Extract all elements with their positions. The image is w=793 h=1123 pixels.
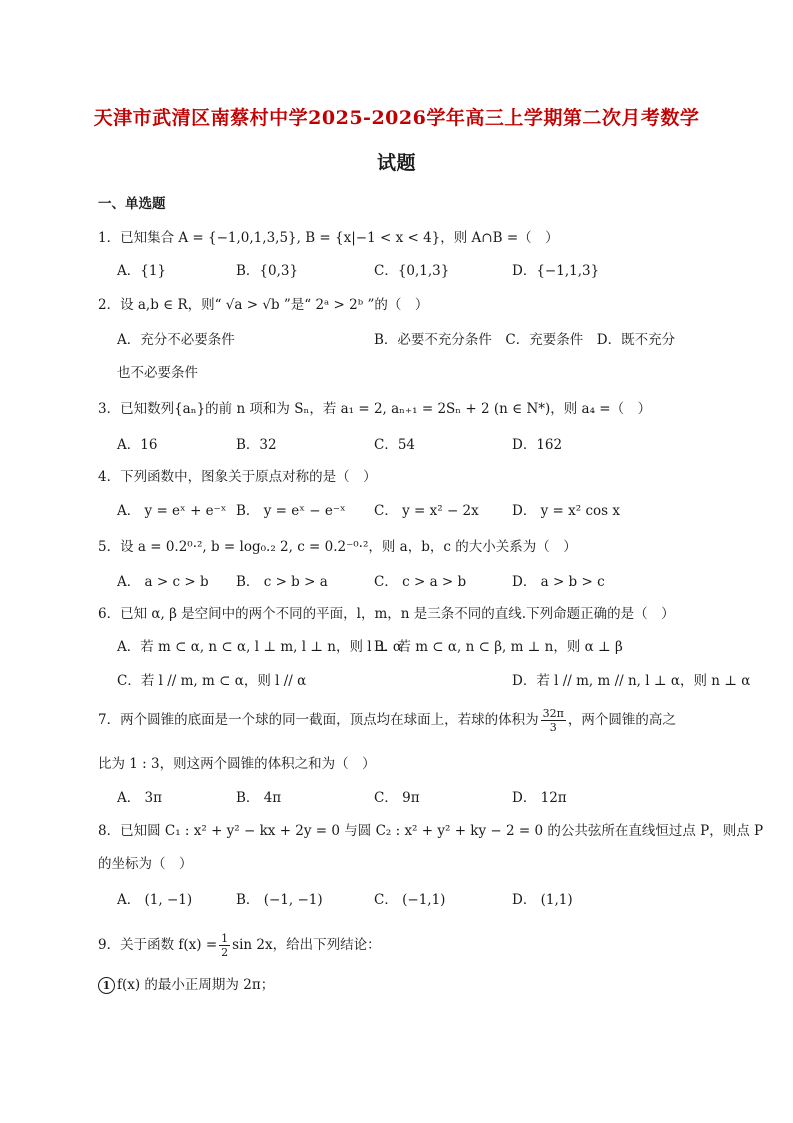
q2-options-bcd: B．必要不充分条件 C．充要条件 D．既不充分 [374, 332, 676, 348]
q1-option-b: B．{0,3} [236, 263, 299, 279]
q4-option-a: A． y = eˣ + e⁻ˣ [117, 503, 227, 519]
question-4: 4．下列函数中，图象关于原点对称的是（ ） [98, 469, 377, 485]
question-3: 3．已知数列{aₙ}的前 n 项和为 Sₙ，若 a₁ = 2, aₙ₊₁ = 2Sₙ + 2 (n ∈ N*)，则 a₄ =（ ） [98, 401, 652, 417]
q7-option-d: D． 12π [512, 790, 567, 806]
question-1: 1．已知集合 A = {−1,0,1,3,5}, B = {x|−1 < x < 4}，则 A∩B =（ ） [98, 230, 559, 246]
q9-text: 9．关于函数 f(x) = [98, 937, 218, 953]
q7-option-a: A． 3π [117, 790, 163, 806]
q6-option-b: B．若 m ⊂ α, n ⊂ β, m ⊥ n，则 α ⊥ β [374, 639, 623, 655]
q2-option-a: A．充分不必要条件 [117, 332, 235, 348]
q7-option-c: C． 9π [374, 790, 420, 806]
q5-option-d: D． a > b > c [512, 574, 605, 590]
q7-denominator: 3 [549, 721, 557, 734]
q7-option-b: B． 4π [236, 790, 282, 806]
q7-text: 7．两个圆锥的底面是一个球的同一截面，顶点均在球面上，若球的体积为 [98, 712, 539, 728]
question-9 [98, 932, 381, 959]
circled-number-icon: 1 [98, 977, 115, 994]
q5-option-c: C． c > a > b [374, 574, 467, 590]
q7-numerator: 32π [542, 707, 564, 720]
q2-option-continued: 也不必要条件 [117, 365, 198, 381]
q9-conclusion-1 [98, 973, 274, 994]
q1-option-d: D．{−1,1,3} [512, 263, 600, 279]
q9-fraction [219, 932, 230, 959]
q4-option-b: B． y = eˣ − e⁻ˣ [236, 503, 346, 519]
q4-option-d: D． y = x² cos x [512, 503, 620, 519]
q8-option-b: B． (−1, −1) [236, 892, 323, 908]
question-8-cont: 的坐标为（ ） [98, 856, 193, 872]
question-6: 6．已知 α, β 是空间中的两个不同的平面，l，m，n 是三条不同的直线.下列命题正确的是（ ） [98, 606, 675, 622]
q7-fraction [541, 707, 566, 734]
q6-option-d: D．若 l // m, m // n, l ⊥ α，则 n ⊥ α [512, 673, 751, 689]
q1-option-a: A．{1} [117, 263, 167, 279]
q9-text-post: sin 2x，给出下列结论： [232, 937, 381, 953]
question-5: 5．设 a = 0.2⁰·², b = log₀.₂ 2, c = 0.2⁻⁰·²，则 a，b，c 的大小关系为（ ） [98, 539, 577, 555]
q3-option-d: D．162 [512, 437, 563, 453]
q7-text-post: ，两个圆锥的高之 [567, 712, 676, 728]
q1-option-c: C．{0,1,3} [374, 263, 450, 279]
q3-option-b: B．32 [236, 437, 277, 453]
page-title-cont: 试题 [376, 152, 416, 174]
question-7-cont: 比为 1 : 3，则这两个圆锥的体积之和为（ ） [98, 756, 376, 772]
question-7 [98, 707, 676, 734]
question-2: 2．设 a,b ∈ R，则“ √a > √b ”是“ 2ᵃ > 2ᵇ ”的（ ） [98, 297, 429, 313]
page-title: 天津市武清区南蔡村中学2025-2026学年高三上学期第二次月考数学 [93, 107, 700, 129]
q9-conclusion-1-text: f(x) 的最小正周期为 2π； [117, 977, 275, 993]
q8-option-c: C． (−1,1) [374, 892, 446, 908]
q4-option-c: C． y = x² − 2x [374, 503, 479, 519]
q6-option-c: C．若 l // m, m ⊂ α，则 l // α [117, 673, 307, 689]
q5-option-a: A． a > c > b [117, 574, 209, 590]
q6-option-a: A．若 m ⊂ α, n ⊂ α, l ⊥ m, l ⊥ n，则 l ⊥ α [117, 639, 402, 655]
question-8: 8．已知圆 C₁ : x² + y² − kx + 2y = 0 与圆 C₂ : x² + y² + ky − 2 = 0 的公共弦所在直线恒过点 P，则点 P [98, 823, 764, 839]
q9-denominator: 2 [221, 946, 229, 959]
q8-option-a: A． (1, −1) [117, 892, 193, 908]
q3-option-a: A．16 [117, 437, 158, 453]
section-heading: 一、单选题 [98, 196, 166, 212]
q8-option-d: D． (1,1) [512, 892, 573, 908]
q5-option-b: B． c > b > a [236, 574, 328, 590]
q3-option-c: C．54 [374, 437, 416, 453]
q9-numerator: 1 [221, 932, 229, 945]
